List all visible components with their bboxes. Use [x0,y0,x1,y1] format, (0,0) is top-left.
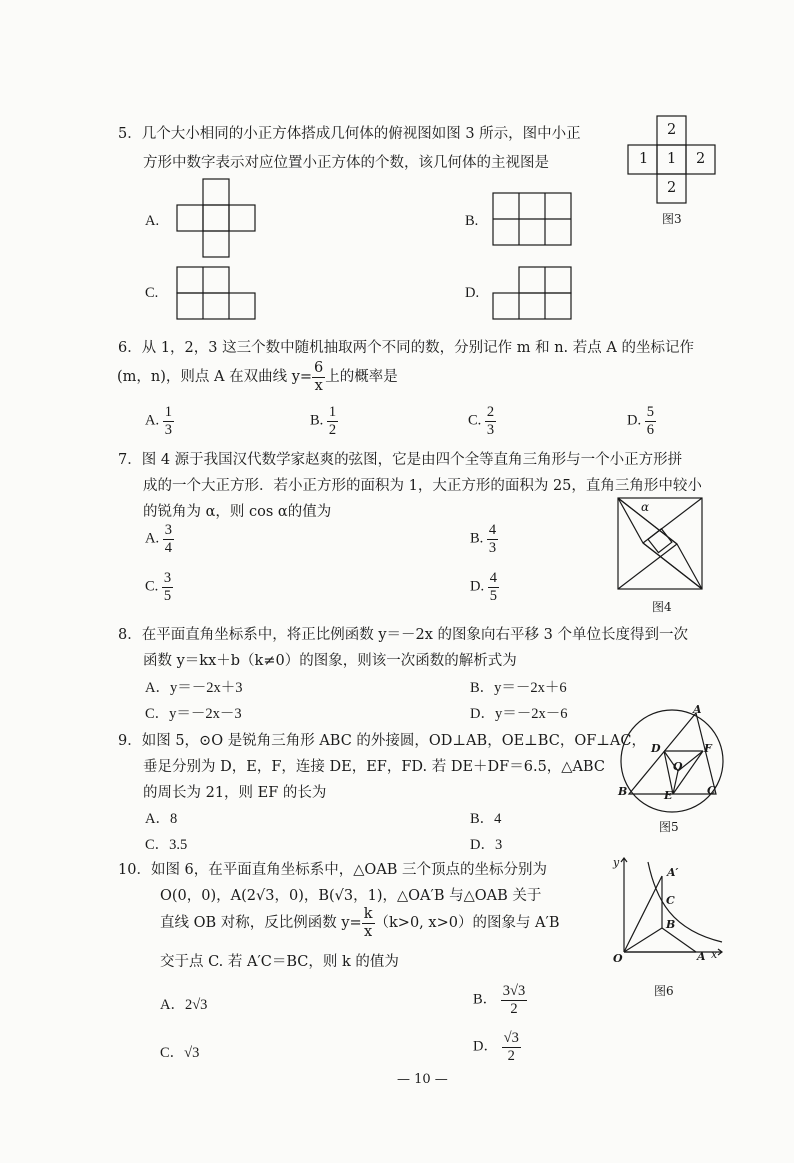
q8-option-a: A．y＝－2x＋3 [145,680,243,696]
q7-option-a-num: 3 [164,522,172,538]
q10-option-d-num: √3 [503,1030,519,1046]
q7-option-d-label: D. [470,578,485,595]
q6-option-a-den: 3 [164,421,172,438]
fig3-caption: 图3 [662,212,682,226]
q10-option-b-num: 3√3 [502,983,526,999]
fig5-caption: 图5 [659,820,679,834]
fig6-label-x: x [711,948,718,961]
fig5-label-e: E [664,789,673,802]
q7-option-d-num: 4 [489,570,497,586]
q10-line1: 10．如图 6，在平面直角坐标系中，△OAB 三个顶点的坐标分别为 [118,862,548,878]
fig5-label-o: O [673,760,683,773]
fig4-hypotenuse-diagram [617,497,703,591]
q7-option-c-den: 5 [163,587,172,604]
q6-option-d-fraction [645,404,656,438]
fig3-num-center: 1 [667,151,677,167]
q6-option-c-num: 2 [486,404,495,420]
q10-fraction-num: k [363,906,373,922]
q7-line2: 成的一个大正方形．若小正方形的面积为 1，大正方形的面积为 25，直角三角形中较小 [143,478,702,494]
q6-option-a [145,404,174,438]
fig6-label-b: B [666,918,676,931]
q7-option-a-den: 4 [164,539,172,556]
q5-option-c-label: C. [145,285,159,301]
q7-option-d-den: 5 [489,587,497,604]
q10-line3-pre: 直线 OB 对称，反比例函数 y= [160,915,362,932]
q5-option-d-figure [492,266,574,322]
fig5-label-a: A [693,703,702,716]
q5-line2: 方形中数字表示对应位置小正方体的个数，该几何体的主视图是 [143,155,549,171]
fig5-label-c: C [707,784,716,797]
q10-option-d-den: 2 [507,1047,515,1064]
fig6-label-y: y [613,856,620,869]
q7-option-c-label: C. [145,578,159,595]
q5-option-a-label: A. [145,213,160,229]
fig6-label-a: A [697,950,706,963]
q7-option-d-fraction [488,570,499,604]
page-number: — 10 — [397,1072,448,1087]
fig4-caption: 图4 [652,600,672,614]
q6-line1: 6．从 1，2，3 这三个数中随机抽取两个不同的数，分别记作 m 和 n. 若点 A 的坐标记作 [118,340,694,356]
q6-option-a-num: 1 [164,404,172,420]
q7-line1: 7．图 4 源于我国汉代数学家赵爽的弦图，它是由四个全等直角三角形与一个小正方形拼 [118,452,683,468]
q10-option-b [473,983,527,1017]
q6-option-d [627,404,656,438]
q9-option-d: D．3 [470,837,503,853]
q9-line2: 垂足分别为 D，E，F，连接 DE，EF，FD. 若 DE＋DF＝6.5，△ABC [143,759,605,775]
q7-option-b-label: B. [470,530,484,547]
q6-fraction [312,360,325,394]
q7-option-a-label: A. [145,530,160,547]
q5-option-b-figure [492,192,574,248]
q9-option-a: A．8 [145,811,178,827]
q5-option-d-label: D. [465,285,480,301]
q8-line1: 8．在平面直角坐标系中，将正比例函数 y＝－2x 的图象向右平移 3 个单位长度得到一次 [118,627,688,643]
q10-option-d [473,1030,521,1064]
fig6-label-o: O [613,952,623,965]
q5-option-a-figure [176,178,258,260]
q6-option-a-fraction [163,404,174,438]
q9-line1: 9．如图 5，⊙O 是锐角三角形 ABC 的外接圆，OD⊥AB，OE⊥BC，OF⊥AC， [118,733,646,749]
q6-option-d-num: 5 [646,404,654,420]
q7-option-b-fraction [487,522,498,556]
q6-line2 [117,360,398,394]
q6-option-c-den: 3 [486,421,495,438]
q9-line3: 的周长为 21，则 EF 的长为 [143,785,327,801]
q7-option-a-fraction [163,522,174,556]
q7-option-a [145,522,174,556]
q6-option-b-fraction [327,404,338,438]
q6-option-d-label: D. [627,412,642,429]
q10-option-c: C．√3 [160,1045,200,1061]
fig3-num-left: 1 [639,151,649,167]
q10-fraction [362,906,375,940]
q6-option-b-den: 2 [328,421,337,438]
fig3-num-bottom: 2 [667,180,677,196]
fig5-label-f: F [704,742,712,755]
fig6-label-a-prime: A′ [667,866,679,879]
q9-option-b: B．4 [470,811,502,827]
q10-option-d-label: D． [473,1038,498,1055]
q7-option-b [470,522,498,556]
q7-option-b-den: 3 [488,539,497,556]
fig5-label-b: B [618,785,628,798]
q6-fraction-den: x [314,377,323,394]
q7-option-c-num: 3 [163,570,172,586]
fig5-label-d: D [651,742,661,755]
q10-line3-post: （k>0, x>0）的图象与 A′B [374,915,560,932]
fig4-alpha-label: α [641,500,650,514]
q5-option-c-figure [176,266,258,322]
q7-option-c-fraction [162,570,173,604]
q6-line2-post: 上的概率是 [325,369,398,386]
q5-option-b-label: B. [465,213,479,229]
q6-option-a-label: A. [145,412,160,429]
q8-line2: 函数 y＝kx＋b（k≠0）的图象，则该一次函数的解析式为 [143,653,517,669]
q10-line4: 交于点 C. 若 A′C＝BC，则 k 的值为 [160,954,399,970]
q6-option-c [468,404,496,438]
q6-option-b-label: B. [310,412,324,429]
q6-option-b-num: 1 [328,404,337,420]
q10-line3 [160,906,559,940]
q8-option-d: D．y＝－2x－6 [470,706,568,722]
fig6-label-c: C [666,894,675,907]
q6-option-c-fraction [485,404,496,438]
q5-line1: 5．几个大小相同的小正方体搭成几何体的俯视图如图 3 所示，图中小正 [118,126,581,142]
q10-option-d-fraction [502,1030,521,1064]
q7-option-c [145,570,173,604]
q10-option-a: A．2√3 [160,997,208,1013]
q6-fraction-num: 6 [314,360,324,376]
q7-option-d [470,570,499,604]
q10-option-b-fraction [501,983,527,1017]
q7-line3: 的锐角为 α，则 cos α的值为 [143,504,332,520]
q6-option-d-den: 6 [646,421,654,438]
q10-fraction-den: x [364,923,373,940]
q10-line2: O(0，0)，A(2√3，0)，B(√3，1)，△OA′B 与△OAB 关于 [160,888,542,904]
q6-option-b [310,404,338,438]
q8-option-c: C．y＝－2x－3 [145,706,242,722]
q7-option-b-num: 4 [488,522,497,538]
q10-option-b-label: B． [473,991,498,1008]
fig3-num-right: 2 [696,151,706,167]
fig6-caption: 图6 [654,984,674,998]
q6-line2-pre: (m，n)，则点 A 在双曲线 y= [117,369,313,386]
fig3-num-top: 2 [667,122,677,138]
q6-option-c-label: C. [468,412,482,429]
q9-option-c: C．3.5 [145,837,188,853]
q10-option-b-den: 2 [510,1000,518,1017]
q8-option-b: B．y＝－2x＋6 [470,680,567,696]
